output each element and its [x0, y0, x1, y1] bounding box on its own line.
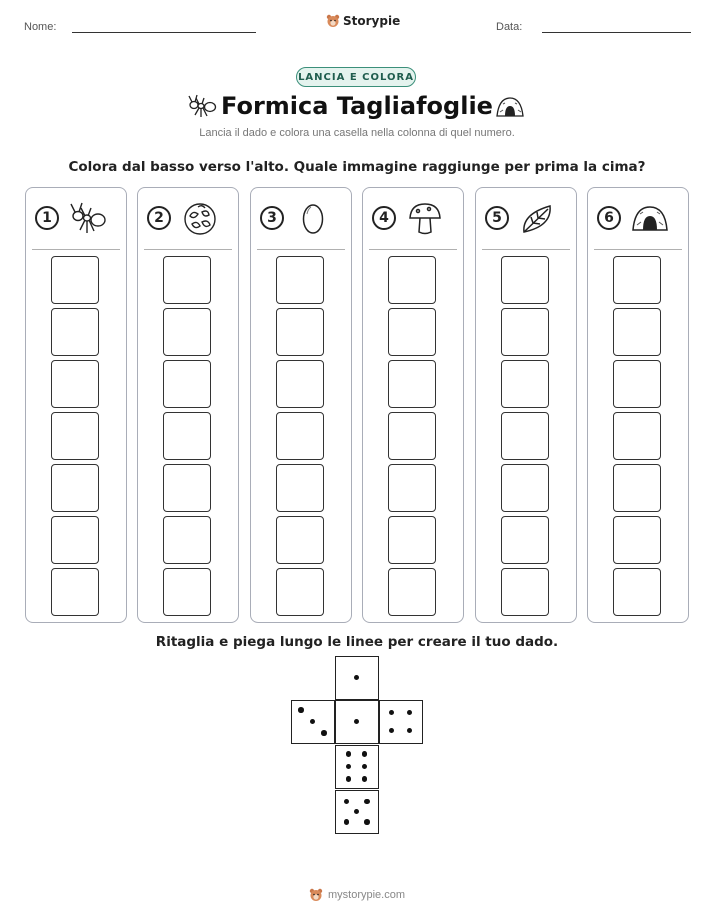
- color-cell[interactable]: [276, 464, 324, 512]
- color-cell[interactable]: [388, 360, 436, 408]
- die-instruction: Ritaglia e piega lungo le linee per creare il tuo dado.: [155, 634, 559, 650]
- die-pip: [346, 764, 352, 770]
- column-divider: [482, 249, 570, 250]
- color-cell[interactable]: [51, 412, 99, 460]
- column-divider: [32, 249, 120, 250]
- color-cell[interactable]: [388, 568, 436, 616]
- color-cell[interactable]: [613, 516, 661, 564]
- color-cell[interactable]: [613, 308, 661, 356]
- date-line[interactable]: [542, 32, 691, 33]
- color-cell[interactable]: [163, 308, 211, 356]
- footer: [0, 888, 714, 902]
- die-pip: [364, 819, 370, 825]
- color-cell[interactable]: [276, 516, 324, 564]
- race-column: [362, 187, 464, 623]
- color-cell[interactable]: [51, 516, 99, 564]
- page-title: Formica Tagliafoglie: [221, 92, 493, 120]
- column-number: 4: [372, 206, 396, 230]
- die-pip: [344, 799, 350, 805]
- color-cell[interactable]: [613, 412, 661, 460]
- die-face: [335, 700, 379, 744]
- die-pip: [344, 819, 350, 825]
- die-pip: [407, 728, 413, 734]
- anthill-icon: [494, 94, 526, 120]
- die-pip: [364, 799, 370, 805]
- color-cell[interactable]: [613, 464, 661, 512]
- name-line[interactable]: [72, 32, 256, 33]
- die-pip: [298, 707, 304, 713]
- die-pip: [362, 764, 368, 770]
- die-pip: [389, 710, 395, 716]
- bear-logo-icon: [326, 14, 340, 28]
- mushroom-icon: [405, 200, 445, 236]
- color-cell[interactable]: [51, 256, 99, 304]
- page-subtitle: Lancia il dado e colora una casella nella colonna di quel numero.: [199, 127, 515, 139]
- color-cell[interactable]: [388, 308, 436, 356]
- color-cell[interactable]: [501, 308, 549, 356]
- color-cell[interactable]: [388, 256, 436, 304]
- die-face: [335, 745, 379, 789]
- anthill-icon: [630, 200, 670, 236]
- column-number: 3: [260, 206, 284, 230]
- color-cell[interactable]: [276, 360, 324, 408]
- brand-logo: [326, 14, 400, 28]
- color-cell[interactable]: [613, 360, 661, 408]
- color-cell[interactable]: [501, 256, 549, 304]
- color-cell[interactable]: [501, 516, 549, 564]
- color-cell[interactable]: [51, 568, 99, 616]
- color-cell[interactable]: [613, 568, 661, 616]
- column-number: 5: [485, 206, 509, 230]
- race-column: [137, 187, 239, 623]
- die-pip: [362, 776, 368, 782]
- color-cell[interactable]: [163, 256, 211, 304]
- category-badge: LANCIA E COLORA: [296, 67, 416, 87]
- die-face: [335, 790, 379, 834]
- ant-icon: [68, 200, 108, 236]
- die-pip: [354, 675, 360, 681]
- color-cell[interactable]: [163, 568, 211, 616]
- name-label: Nome:: [24, 21, 57, 33]
- color-cell[interactable]: [388, 464, 436, 512]
- race-column: [587, 187, 689, 623]
- column-number: 1: [35, 206, 59, 230]
- die-pip: [346, 776, 352, 782]
- column-number: 2: [147, 206, 171, 230]
- column-number: 6: [597, 206, 621, 230]
- color-cell[interactable]: [501, 412, 549, 460]
- instruction-text: Colora dal basso verso l'alto. Quale immagine raggiunge per prima la cima?: [68, 159, 646, 175]
- race-column: [475, 187, 577, 623]
- column-divider: [369, 249, 457, 250]
- leaf-nest-icon: [180, 200, 220, 236]
- race-column: [250, 187, 352, 623]
- color-cell[interactable]: [276, 256, 324, 304]
- date-label: Data:: [496, 21, 523, 33]
- color-cell[interactable]: [388, 516, 436, 564]
- die-pip: [310, 719, 316, 725]
- die-pip: [362, 751, 368, 757]
- column-divider: [594, 249, 682, 250]
- die-pip: [321, 730, 327, 736]
- color-cell[interactable]: [613, 256, 661, 304]
- egg-icon: [293, 200, 333, 236]
- color-cell[interactable]: [163, 360, 211, 408]
- race-column: [25, 187, 127, 623]
- color-cell[interactable]: [501, 464, 549, 512]
- color-cell[interactable]: [276, 412, 324, 460]
- die-pip: [407, 710, 413, 716]
- color-cell[interactable]: [163, 516, 211, 564]
- die-pip: [346, 751, 352, 757]
- leaf-icon: [518, 200, 558, 236]
- die-face: [291, 700, 335, 744]
- die-face: [379, 700, 423, 744]
- color-cell[interactable]: [276, 568, 324, 616]
- color-cell[interactable]: [163, 412, 211, 460]
- color-cell[interactable]: [501, 568, 549, 616]
- color-cell[interactable]: [163, 464, 211, 512]
- color-cell[interactable]: [501, 360, 549, 408]
- color-cell[interactable]: [51, 308, 99, 356]
- die-pip: [389, 728, 395, 734]
- die-pip: [354, 809, 360, 815]
- bear-logo-icon: [309, 888, 323, 902]
- column-divider: [144, 249, 232, 250]
- brand-name: Storypie: [343, 14, 401, 28]
- color-cell[interactable]: [388, 412, 436, 460]
- color-cell[interactable]: [276, 308, 324, 356]
- die-face: [335, 656, 379, 700]
- color-cell[interactable]: [51, 464, 99, 512]
- column-divider: [257, 249, 345, 250]
- footer-url: mystorypie.com: [327, 889, 406, 901]
- die-pip: [354, 719, 360, 725]
- color-cell[interactable]: [51, 360, 99, 408]
